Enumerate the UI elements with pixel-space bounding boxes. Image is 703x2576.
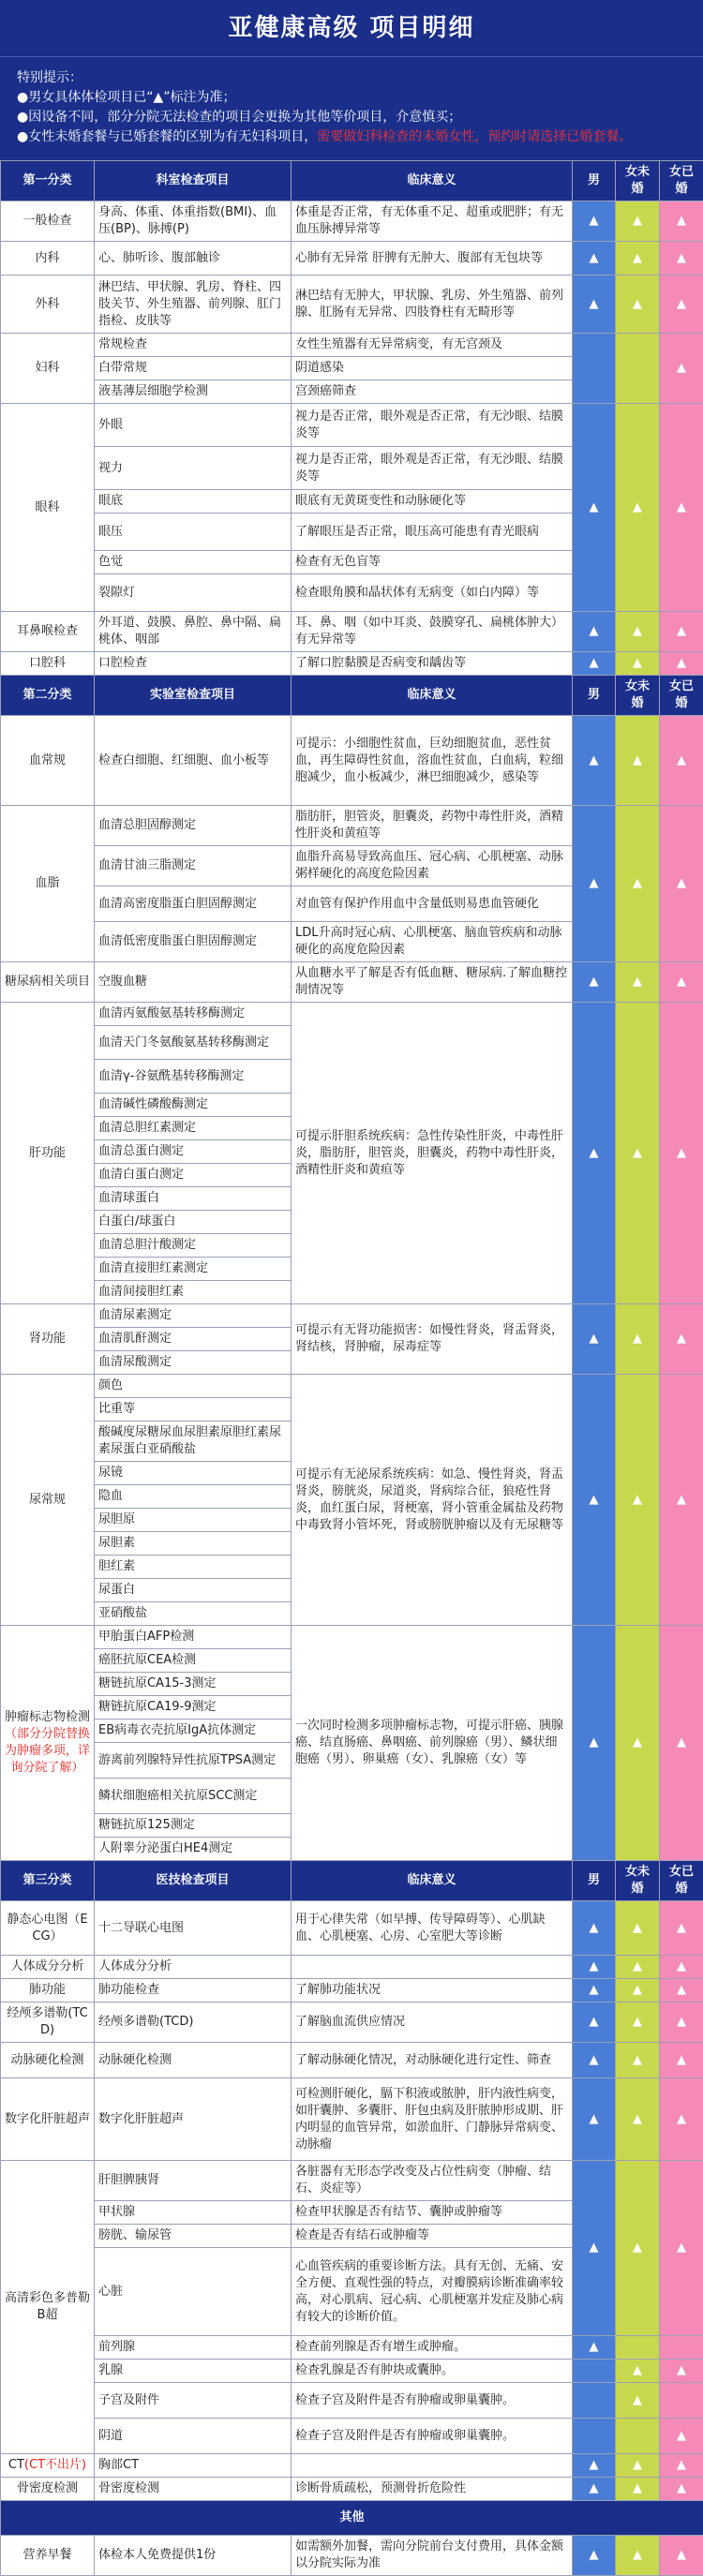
male-mark: ▲: [573, 2161, 616, 2336]
female-single-mark: ▲: [616, 612, 660, 652]
item-cell: 身高、体重、体重指数(BMI)、血压(BP)、脉搏(P): [95, 201, 292, 242]
item-cell: 人附睾分泌蛋白HE4测定: [95, 1838, 292, 1861]
female-married-mark: ▲: [660, 404, 703, 612]
item-cell: 白蛋白/球蛋白: [95, 1211, 292, 1234]
category-cell: 内科: [1, 242, 95, 275]
section-header: [1, 1861, 703, 1901]
item-cell: 血清总胆固醇测定: [95, 806, 292, 846]
female-married-mark: ▲: [660, 1003, 703, 1304]
item-cell: 血清尿酸测定: [95, 1351, 292, 1375]
header-category: 第一分类: [1, 161, 95, 201]
meaning-cell: 了解眼压是否正常，眼压高可能患有青光眼病: [292, 514, 573, 551]
item-cell: 血清间接胆红素: [95, 1281, 292, 1304]
item-cell: 血清天门冬氨酸氨基转移酶测定: [95, 1026, 292, 1060]
item-cell: 血清低密度脂蛋白胆固醇测定: [95, 922, 292, 962]
category-cell: 妇科: [1, 334, 95, 404]
meaning-cell: 检查子宫及附件是否有肿瘤或卵巢囊肿。: [292, 2419, 573, 2454]
category-cell: 人体成分分析: [1, 1956, 95, 1979]
male-mark: [573, 2383, 616, 2419]
meaning-cell: [292, 2454, 573, 2478]
female-single-mark: ▲: [616, 2003, 660, 2043]
table-row: [1, 1304, 703, 1328]
female-single-mark: ▲: [616, 404, 660, 612]
notice-red-text: 需要做妇科检查的未婚女性，预约时请选择已婚套餐。: [317, 129, 632, 144]
female-married-mark: ▲: [660, 334, 703, 404]
table-row: [1, 652, 703, 676]
meaning-cell: 脂肪肝，胆管炎，胆囊炎，药物中毒性肝炎，酒精性肝炎和黄疸等: [292, 806, 573, 846]
item-cell: 骨密度检测: [95, 2478, 292, 2501]
male-mark: ▲: [573, 806, 616, 962]
item-cell: 癌胚抗原CEA检测: [95, 1649, 292, 1673]
table-row: [1, 1956, 703, 1979]
female-married-mark: ▲: [660, 201, 703, 242]
item-cell: 游离前列腺特异性抗原TPSA测定: [95, 1743, 292, 1779]
female-single-mark: ▲: [616, 806, 660, 962]
male-mark: ▲: [573, 1375, 616, 1626]
table-row: [1, 334, 703, 357]
male-mark: ▲: [573, 1901, 616, 1956]
male-mark: [573, 2360, 616, 2383]
item-cell: 空腹血糖: [95, 962, 292, 1003]
table-row: [1, 2536, 703, 2576]
female-single-mark: ▲: [616, 2383, 660, 2419]
ct-category: CT: [8, 2458, 24, 2472]
female-married-mark: ▲: [660, 2003, 703, 2043]
female-single-mark: ▲: [616, 2478, 660, 2501]
item-cell: 血清高密度脂蛋白胆固醇测定: [95, 886, 292, 922]
item-cell: 糖链抗原CA15-3测定: [95, 1673, 292, 1696]
ct-note: (CT不出片): [24, 2458, 86, 2472]
female-single-mark: [616, 2336, 660, 2360]
category-cell: 肝功能: [1, 1003, 95, 1304]
male-mark: ▲: [573, 652, 616, 676]
table-row: [1, 962, 703, 1003]
item-cell: 子宫及附件: [95, 2383, 292, 2419]
meaning-cell: 检查是否有结石或肿瘤等: [292, 2225, 573, 2248]
header-male: 男: [573, 676, 616, 716]
item-cell: EB病毒衣壳抗原IgA抗体测定: [95, 1720, 292, 1743]
item-cell: 血清白蛋白测定: [95, 1164, 292, 1187]
meaning-cell: 了解脑血流供应情况: [292, 2003, 573, 2043]
header-meaning: 临床意义: [292, 161, 573, 201]
header-female-single: 女未婚: [616, 161, 660, 201]
item-cell: 血清总胆红素测定: [95, 1117, 292, 1140]
male-mark: ▲: [573, 716, 616, 806]
item-cell: 肝胆脾胰肾: [95, 2161, 292, 2201]
item-cell: 口腔检查: [95, 652, 292, 676]
female-single-mark: ▲: [616, 1003, 660, 1304]
category-cell: 肾功能: [1, 1304, 95, 1375]
male-mark: ▲: [573, 2336, 616, 2360]
meaning-cell: 检查前列腺是否有增生或肿瘤。: [292, 2336, 573, 2360]
meaning-cell: 检查乳腺是否有肿块或囊肿。: [292, 2360, 573, 2383]
male-mark: ▲: [573, 275, 616, 334]
meaning-cell: 可提示肝胆系统疾病：急性传染性肝炎，中毒性肝炎，脂肪肝，胆管炎，胆囊炎，药物中毒性肝炎，酒精性肝炎和黄疸等: [292, 1003, 573, 1304]
category-cell: 数字化肝脏超声: [1, 2078, 95, 2161]
item-cell: 血清总胆汁酸测定: [95, 1234, 292, 1258]
female-single-mark: ▲: [616, 1901, 660, 1956]
item-cell: 血清总蛋白测定: [95, 1140, 292, 1164]
header-category: 第三分类: [1, 1861, 95, 1901]
header-female-married: 女已婚: [660, 676, 703, 716]
item-cell: 眼压: [95, 514, 292, 551]
table-row: [1, 2003, 703, 2043]
meaning-cell: [292, 1956, 573, 1979]
male-mark: ▲: [573, 1956, 616, 1979]
female-single-mark: ▲: [616, 275, 660, 334]
female-single-mark: ▲: [616, 1979, 660, 2003]
header-male: 男: [573, 1861, 616, 1901]
category-cell: 经颅多谱勒(TCD): [1, 2003, 95, 2043]
meaning-cell: 一次同时检测多项肿瘤标志物，可提示肝癌、胰腺癌、结直肠癌、鼻咽癌、前列腺癌（男）、鳞状细胞癌（男）、卵巢癌（女）、乳腺癌（女）等: [292, 1626, 573, 1861]
category-cell: 血常规: [1, 716, 95, 806]
female-single-mark: ▲: [616, 2078, 660, 2161]
category-cell: 糖尿病相关项目: [1, 962, 95, 1003]
item-cell: 前列腺: [95, 2336, 292, 2360]
table-row: [1, 2383, 703, 2419]
item-cell: 色觉: [95, 551, 292, 574]
female-married-mark: ▲: [660, 2419, 703, 2454]
item-cell: 胸部CT: [95, 2454, 292, 2478]
meaning-cell: 检查有无色盲等: [292, 551, 573, 574]
meaning-cell: 检查子宫及附件是否有肿瘤或卵巢囊肿。: [292, 2383, 573, 2419]
item-cell: 比重等: [95, 1398, 292, 1422]
female-single-mark: ▲: [616, 2360, 660, 2383]
female-married-mark: ▲: [660, 716, 703, 806]
page-title: 亚健康高级 项目明细: [0, 0, 703, 56]
category-cell: 耳鼻喉检查: [1, 612, 95, 652]
male-mark: ▲: [573, 2454, 616, 2478]
female-single-mark: ▲: [616, 2161, 660, 2336]
female-single-mark: ▲: [616, 1375, 660, 1626]
table-row: [1, 2078, 703, 2161]
item-cell: 数字化肝脏超声: [95, 2078, 292, 2161]
item-cell: 胆红素: [95, 1556, 292, 1579]
table-row: [1, 1003, 703, 1026]
male-mark: ▲: [573, 612, 616, 652]
category-cell: 血脂: [1, 806, 95, 962]
meaning-cell: 可提示有无肾功能损害：如慢性肾炎，肾盂肾炎，肾结核，肾肿瘤，尿毒症等: [292, 1304, 573, 1375]
item-cell: 裂隙灯: [95, 574, 292, 612]
item-cell: 血清肌酐测定: [95, 1328, 292, 1351]
category-cell: 一般检查: [1, 201, 95, 242]
female-married-mark: ▲: [660, 1304, 703, 1375]
header-item: 医技检查项目: [95, 1861, 292, 1901]
header-male: 男: [573, 161, 616, 201]
meaning-cell: 了解肺功能状况: [292, 1979, 573, 2003]
female-married-mark: ▲: [660, 2078, 703, 2161]
female-single-mark: [616, 2419, 660, 2454]
table-row: [1, 806, 703, 846]
item-cell: 甲胎蛋白AFP检测: [95, 1626, 292, 1649]
table-row: [1, 2360, 703, 2383]
female-married-mark: ▲: [660, 612, 703, 652]
item-cell: 心脏: [95, 2248, 292, 2336]
meaning-cell: 女性生殖器有无异常病变，有无宫颈及: [292, 334, 573, 357]
female-single-mark: ▲: [616, 962, 660, 1003]
table-row: [1, 1979, 703, 2003]
category-cell: 静态心电图（ECG）: [1, 1901, 95, 1956]
table-row: [1, 2161, 703, 2201]
notice-line: ●男女具体体检项目已“▲”标注为准；: [17, 88, 686, 108]
female-married-mark: [660, 2383, 703, 2419]
meaning-cell: 耳、鼻、咽（如中耳炎、鼓膜穿孔、扁桃体肿大）有无异常等: [292, 612, 573, 652]
item-cell: 尿镜: [95, 1462, 292, 1485]
item-cell: 白带常规: [95, 357, 292, 380]
male-mark: ▲: [573, 404, 616, 612]
tumor-category: 肿瘤标志物检测: [5, 1710, 90, 1724]
header-meaning: 临床意义: [292, 676, 573, 716]
male-mark: ▲: [573, 1003, 616, 1304]
male-mark: ▲: [573, 1304, 616, 1375]
section-header: [1, 676, 703, 716]
category-cell: [1, 2454, 95, 2478]
meaning-cell: 视力是否正常，眼外观是否正常，有无沙眼、结膜炎等: [292, 404, 573, 447]
male-mark: ▲: [573, 2536, 616, 2576]
other-header: [1, 2501, 703, 2536]
item-cell: 隐血: [95, 1485, 292, 1509]
table-row: [1, 716, 703, 806]
meaning-cell: 可提示有无泌尿系统疾病：如急、慢性肾炎，肾盂肾炎，膀胱炎，尿道炎，肾病综合征，狼疮性肾炎，血红蛋白尿，肾梗塞，肾小管重金属盐及药物中毒致肾小管坏死，肾或膀胱肿瘤以及有无尿糖等: [292, 1375, 573, 1626]
female-single-mark: ▲: [616, 1956, 660, 1979]
female-married-mark: ▲: [660, 1956, 703, 1979]
meaning-cell: 了解动脉硬化情况，对动脉硬化进行定性、筛查: [292, 2043, 573, 2078]
item-cell: 人体成分分析: [95, 1956, 292, 1979]
female-married-mark: ▲: [660, 2161, 703, 2336]
item-cell: 糖链抗原CA19-9测定: [95, 1696, 292, 1720]
meaning-cell: 从血糖水平了解是否有低血糖、糖尿病.了解血糖控制情况等: [292, 962, 573, 1003]
female-married-mark: ▲: [660, 806, 703, 962]
notice-line: ●因设备不同，部分分院无法检查的项目会更换为其他等价项目，介意慎买；: [17, 108, 686, 127]
female-married-mark: ▲: [660, 2536, 703, 2576]
item-cell: 十二导联心电图: [95, 1901, 292, 1956]
tumor-note: （部分分院替换为肿瘤多项，详询分院了解）: [5, 1727, 90, 1775]
female-married-mark: [660, 2336, 703, 2360]
meaning-cell: 了解口腔黏膜是否病变和龋齿等: [292, 652, 573, 676]
item-cell: 血清碱性磷酸酶测定: [95, 1094, 292, 1117]
meaning-cell: 心血管疾病的重要诊断方法。具有无创、无痛、安全方便、直观性强的特点，对瓣膜病诊断准确率较高，对心肌病、冠心病、心肌梗塞并发症及肺心病有较大的诊断价值。: [292, 2248, 573, 2336]
female-married-mark: ▲: [660, 652, 703, 676]
item-cell: 膀胱、输尿管: [95, 2225, 292, 2248]
category-cell: 眼科: [1, 404, 95, 612]
meaning-cell: 视力是否正常，眼外观是否正常，有无沙眼、结膜炎等: [292, 447, 573, 490]
category-cell: 高清彩色多普勒B超: [1, 2161, 95, 2454]
meaning-cell: 阴道感染: [292, 357, 573, 380]
header-female-single: 女未婚: [616, 676, 660, 716]
item-cell: 尿胆原: [95, 1509, 292, 1532]
category-cell: [1, 1626, 95, 1861]
female-married-mark: ▲: [660, 2043, 703, 2078]
other-title: 其他: [1, 2501, 703, 2536]
header-item: 实验室检查项目: [95, 676, 292, 716]
male-mark: ▲: [573, 1979, 616, 2003]
item-cell: 心、肺听诊、腹部触诊: [95, 242, 292, 275]
meaning-cell: 检查眼角膜和晶状体有无病变（如白内障）等: [292, 574, 573, 612]
item-cell: 外眼: [95, 404, 292, 447]
female-single-mark: ▲: [616, 242, 660, 275]
item-cell: 体检本人免费提供1份: [95, 2536, 292, 2576]
meaning-cell: 淋巴结有无肿大，甲状腺、乳房、外生殖器、前列腺、肛肠有无异常、四肢脊柱有无畸形等: [292, 275, 573, 334]
meaning-cell: 用于心律失常（如早搏、传导障碍等）、心肌缺血、心肌梗塞、心房、心室肥大等诊断: [292, 1901, 573, 1956]
meaning-cell: 眼底有无黄斑变性和动脉硬化等: [292, 490, 573, 514]
female-married-mark: ▲: [660, 1901, 703, 1956]
item-cell: 血清球蛋白: [95, 1187, 292, 1211]
meaning-cell: LDL升高时冠心病、心肌梗塞、脑血管疾病和动脉硬化的高度危险因素: [292, 922, 573, 962]
header-female-married: 女已婚: [660, 1861, 703, 1901]
female-single-mark: ▲: [616, 2454, 660, 2478]
female-single-mark: ▲: [616, 2043, 660, 2078]
female-single-mark: [616, 334, 660, 404]
category-cell: 骨密度检测: [1, 2478, 95, 2501]
category-cell: 营养早餐: [1, 2536, 95, 2576]
header-female-married: 女已婚: [660, 161, 703, 201]
item-cell: 血清尿素测定: [95, 1304, 292, 1328]
female-married-mark: ▲: [660, 1979, 703, 2003]
female-married-mark: ▲: [660, 242, 703, 275]
male-mark: ▲: [573, 201, 616, 242]
item-cell: 鳞状细胞癌相关抗原SCC测定: [95, 1779, 292, 1814]
item-cell: 动脉硬化检测: [95, 2043, 292, 2078]
item-cell: 血清丙氨酸氨基转移酶测定: [95, 1003, 292, 1026]
female-single-mark: ▲: [616, 1626, 660, 1861]
table-row: [1, 1901, 703, 1956]
item-cell: 阴道: [95, 2419, 292, 2454]
table-row: [1, 612, 703, 652]
table-row: [1, 2419, 703, 2454]
table-row: [1, 404, 703, 447]
item-cell: 乳腺: [95, 2360, 292, 2383]
meaning-cell: 体重是否正常，有无体重不足、超重或肥胖；有无血压脉搏异常等: [292, 201, 573, 242]
meaning-cell: 诊断骨质疏松，预测骨折危险性: [292, 2478, 573, 2501]
meaning-cell: 对血管有保护作用血中含量低则易患血管硬化: [292, 886, 573, 922]
header-item: 科室检查项目: [95, 161, 292, 201]
male-mark: ▲: [573, 242, 616, 275]
item-cell: 尿蛋白: [95, 1579, 292, 1602]
item-cell: 甲状腺: [95, 2201, 292, 2225]
header-female-single: 女未婚: [616, 1861, 660, 1901]
item-cell: 尿胆素: [95, 1532, 292, 1556]
female-married-mark: ▲: [660, 962, 703, 1003]
notice-heading: 特别提示：: [17, 68, 686, 88]
items-table: [0, 160, 703, 2576]
female-single-mark: ▲: [616, 1304, 660, 1375]
table-row: [1, 275, 703, 334]
male-mark: ▲: [573, 2003, 616, 2043]
item-cell: 血清γ-谷氨酰基转移酶测定: [95, 1060, 292, 1094]
male-mark: [573, 2419, 616, 2454]
table-row: [1, 242, 703, 275]
notice-block: [0, 56, 703, 160]
table-row: [1, 2454, 703, 2478]
item-cell: 外耳道、鼓膜、鼻腔、鼻中隔、扁桃体、咽部: [95, 612, 292, 652]
item-cell: 亚硝酸盐: [95, 1602, 292, 1626]
section-header: [1, 161, 703, 201]
category-cell: 动脉硬化检测: [1, 2043, 95, 2078]
meaning-cell: 血脂升高易导致高血压、冠心病、心肌梗塞、动脉粥样硬化的高度危险因素: [292, 846, 573, 886]
female-married-mark: ▲: [660, 2478, 703, 2501]
female-single-mark: ▲: [616, 652, 660, 676]
item-cell: 经颅多谱勒(TCD): [95, 2003, 292, 2043]
category-cell: 口腔科: [1, 652, 95, 676]
item-cell: 血清甘油三脂测定: [95, 846, 292, 886]
female-married-mark: ▲: [660, 2454, 703, 2478]
item-cell: 淋巴结、甲状腺、乳房、脊柱、四肢关节、外生殖器、前列腺、肛门指检、皮肤等: [95, 275, 292, 334]
meaning-cell: 心肺有无异常 肝脾有无肿大、腹部有无包块等: [292, 242, 573, 275]
female-single-mark: ▲: [616, 201, 660, 242]
male-mark: ▲: [573, 2078, 616, 2161]
table-row: [1, 2478, 703, 2501]
item-cell: 眼底: [95, 490, 292, 514]
table-row: [1, 2043, 703, 2078]
item-cell: 肺功能检查: [95, 1979, 292, 2003]
item-cell: 检查白细胞、红细胞、血小板等: [95, 716, 292, 806]
female-married-mark: ▲: [660, 1375, 703, 1626]
female-married-mark: ▲: [660, 2360, 703, 2383]
male-mark: ▲: [573, 962, 616, 1003]
table-row: [1, 2336, 703, 2360]
header-category: 第二分类: [1, 676, 95, 716]
male-mark: [573, 334, 616, 404]
male-mark: ▲: [573, 1626, 616, 1861]
item-cell: 视力: [95, 447, 292, 490]
item-cell: 血清直接胆红素测定: [95, 1258, 292, 1281]
item-cell: 酸碱度尿糖尿血尿胆素原胆红素尿素尿蛋白亚硝酸盐: [95, 1422, 292, 1462]
category-cell: 尿常规: [1, 1375, 95, 1626]
item-cell: 颜色: [95, 1375, 292, 1398]
notice-line: ●女性未婚套餐与已婚套餐的区别为有无妇科项目，需要做妇科检查的未婚女性，预约时请选择已婚套餐。: [17, 127, 686, 147]
item-cell: 常规检查: [95, 334, 292, 357]
meaning-cell: 宫颈癌筛查: [292, 380, 573, 404]
table-row: [1, 1375, 703, 1398]
female-married-mark: ▲: [660, 1626, 703, 1861]
header-meaning: 临床意义: [292, 1861, 573, 1901]
meaning-cell: 各脏器有无形态学改变及占位性病变（肿瘤、结石、炎症等）: [292, 2161, 573, 2201]
meaning-cell: 可检测肝硬化，膈下积液或脓肿，肝内液性病变，如肝囊肿、多囊肝、肝包虫病及肝脓肿形成期、肝内明显的血管异常，如淤血肝、门静脉异常病变、动脉瘤: [292, 2078, 573, 2161]
male-mark: ▲: [573, 2043, 616, 2078]
meaning-cell: 检查甲状腺是否有结节、囊肿或肿瘤等: [292, 2201, 573, 2225]
female-single-mark: ▲: [616, 716, 660, 806]
table-row: [1, 1626, 703, 1649]
female-single-mark: ▲: [616, 2536, 660, 2576]
category-cell: 肺功能: [1, 1979, 95, 2003]
table-row: [1, 201, 703, 242]
female-married-mark: ▲: [660, 275, 703, 334]
male-mark: ▲: [573, 2478, 616, 2501]
meaning-cell: 可提示：小细胞性贫血，巨幼细胞贫血，恶性贫血，再生障碍性贫血，溶血性贫血，白血病，粒细胞减少，血小板减少，淋巴细胞减少，感染等: [292, 716, 573, 806]
category-cell: 外科: [1, 275, 95, 334]
item-cell: 液基薄层细胞学检测: [95, 380, 292, 404]
item-cell: 糖链抗原125测定: [95, 1814, 292, 1838]
meaning-cell: 如需额外加餐，需向分院前台支付费用，具体金额以分院实际为准: [292, 2536, 573, 2576]
